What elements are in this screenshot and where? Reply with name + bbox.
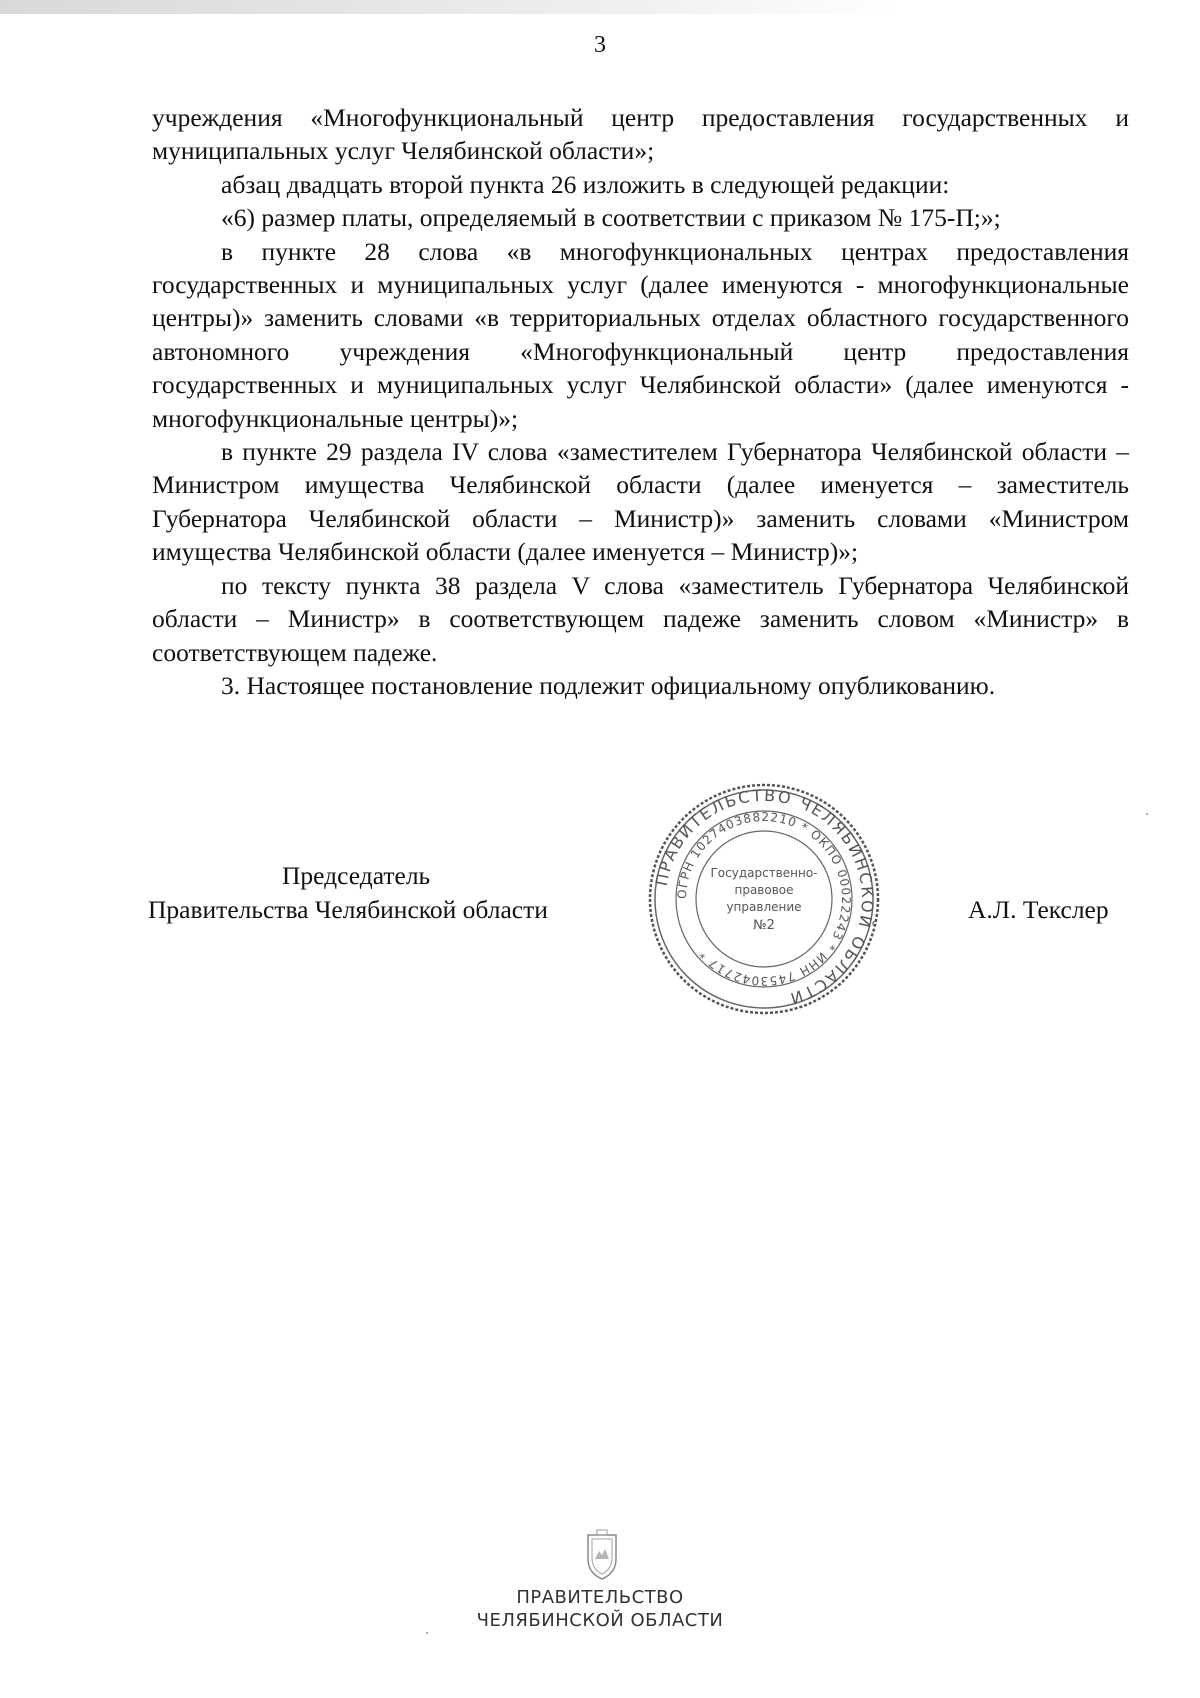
footer-organization [430, 1586, 770, 1632]
paragraph-amendment-26: абзац двадцать второй пункта 26 изложить в следующей редакции: [221, 169, 950, 199]
footer-line1: ПРАВИТЕЛЬСТВО [516, 1587, 684, 1608]
svg-text:Государственно-: Государственно- [710, 866, 818, 880]
paragraph-amendment-29: в пункте 29 раздела IV слова «заместителем Губернатора Челябинской области – Министром имущества Челябинской области (далее именуется – заместитель Губернатора Челябинской области – Министр)» заменить словами «Министром имущества Челябинской области (далее именуется – Министр)»; [152, 437, 1129, 567]
paragraph-amendment-38: по тексту пункта 38 раздела V слова «заместитель Губернатора Челябинской области – Министр» в соответствующем падеже заменить словом «Министр» в соответствующем падеже. [152, 570, 1129, 667]
paragraph-publication: 3. Настоящее постановление подлежит официальному опубликованию. [221, 670, 996, 700]
svg-text:№2: №2 [753, 918, 775, 933]
scan-speck [1146, 813, 1148, 815]
paragraph-continuation: учреждения «Многофункциональный центр предоставления государственных и муниципальных услуг Челябинской области»; [152, 103, 1129, 166]
stamp-seal-icon [644, 779, 884, 1019]
page-number: 3 [594, 32, 606, 58]
coat-of-arms-icon [582, 1529, 622, 1581]
svg-text:управление: управление [726, 900, 802, 914]
scan-edge-artifact [0, 0, 900, 14]
paragraph-amendment-28: в пункте 28 слова «в многофункциональных центрах предоставления государственных и муниципальных услуг (далее именуются - многофункциональные центры)» заменить словами «в территориальных отделах областного государственного автономного учреждения «Многофункциональный центр предоставления государственных и муниципальных услуг Челябинской области» (далее именуются - многофункциональные центры)»; [152, 236, 1129, 433]
signatory-title [148, 859, 598, 927]
paragraph-fee-clause: «6) размер платы, определяемый в соответствии с приказом № 175-П;»; [221, 203, 1001, 233]
svg-text:ОГРН 1027403882210 * ОКПО 0002: ОГРН 1027403882210 * ОКПО 00022243 * ИНН 7453042717 * [674, 809, 854, 989]
signatory-title-line2: Правительства Челябинской области [148, 895, 548, 924]
footer-line2: ЧЕЛЯБИНСКОЙ ОБЛАСТИ [476, 1610, 724, 1631]
scan-speck [426, 1632, 428, 1634]
signatory-name: А.Л. Текслер [968, 895, 1109, 924]
svg-text:ПРАВИТЕЛЬСТВО ЧЕЛЯБИНСКОЙ ОБЛА: ПРАВИТЕЛЬСТВО ЧЕЛЯБИНСКОЙ ОБЛАСТИ [651, 785, 878, 1009]
signatory-title-line1: Председатель [282, 861, 431, 890]
document-body [152, 101, 1129, 702]
svg-text:правовое: правовое [734, 883, 794, 897]
